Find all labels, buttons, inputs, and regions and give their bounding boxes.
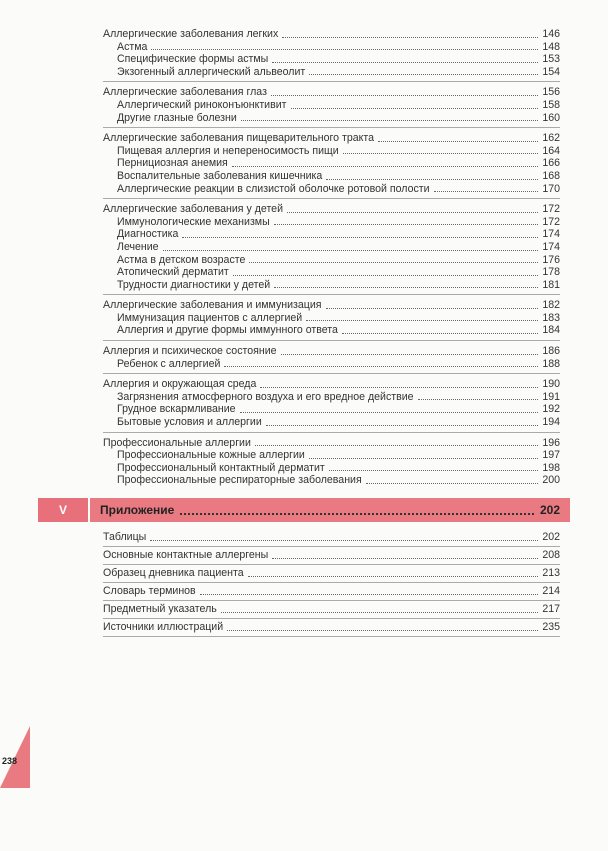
toc-entry-label: Аллергические заболевания глаз	[103, 86, 267, 99]
leader-dots	[182, 236, 538, 238]
toc-entry-label: Пернициозная анемия	[117, 157, 228, 170]
toc-entry-label: Астма	[117, 40, 148, 53]
toc-subentry[interactable]	[103, 474, 560, 487]
leader-dots	[343, 152, 538, 154]
toc-entry-page: 182	[542, 299, 560, 312]
toc-entry-label: Словарь терминов	[103, 585, 196, 597]
toc-entry-page: 202	[542, 531, 560, 543]
leader-dots	[249, 261, 538, 263]
toc-subentry[interactable]	[103, 170, 560, 183]
leader-dots	[180, 512, 534, 515]
toc-entry-label: Диагностика	[117, 228, 179, 241]
toc-subentry[interactable]	[103, 157, 560, 170]
toc-entry-page: 174	[542, 240, 560, 253]
leader-dots	[306, 319, 538, 321]
leader-dots	[224, 365, 538, 367]
toc-entry-label: Профессиональные аллергии	[103, 436, 251, 449]
toc-chapter-entry[interactable]	[103, 345, 560, 358]
leader-dots	[150, 539, 538, 541]
toc-entry-label: Профессиональные кожные аллергии	[117, 449, 305, 462]
appendix-entry[interactable]	[103, 601, 560, 619]
leader-dots	[274, 223, 538, 225]
toc-entry-page: 154	[542, 65, 560, 78]
toc-subentry[interactable]	[103, 254, 560, 267]
leader-dots	[232, 165, 538, 167]
toc-entry-page: 168	[542, 169, 560, 182]
toc-entry-label: Аллергия и окружающая среда	[103, 378, 257, 391]
toc-entry-page: 176	[542, 253, 560, 266]
toc-entry-label: Основные контактные аллергены	[103, 549, 269, 561]
toc-entry-page: 186	[542, 345, 560, 358]
toc-entry-page: 181	[542, 278, 560, 291]
toc-entry-label: Аллергический риноконъюнктивит	[117, 98, 287, 111]
toc-entry-page: 166	[542, 157, 560, 170]
leader-dots	[260, 386, 538, 388]
toc-entry-page: 172	[542, 203, 560, 216]
toc-entry-label: Аллергические заболевания и иммунизация	[103, 299, 322, 312]
toc-entry-page: 198	[542, 461, 560, 474]
toc-subentry[interactable]	[103, 312, 560, 325]
toc-entry-page: 196	[542, 436, 560, 449]
leader-dots	[151, 48, 538, 50]
toc-entry-page: 162	[542, 132, 560, 145]
leader-dots	[418, 398, 538, 400]
leader-dots	[200, 593, 538, 595]
toc-subentry[interactable]	[103, 416, 560, 429]
toc-entry-page: 217	[542, 603, 560, 615]
toc-entry-page: 164	[542, 144, 560, 157]
leader-dots	[342, 332, 538, 334]
toc-entry-label: Атопический дерматит	[117, 266, 229, 279]
leader-dots	[434, 190, 538, 192]
leader-dots	[248, 575, 538, 577]
toc-entry-page: 156	[542, 86, 560, 99]
section-title-row	[90, 498, 570, 522]
toc-entry-label: Аллергические реакции в слизистой оболочке ротовой полости	[117, 182, 430, 195]
toc-entry-label: Аллергия и психическое состояние	[103, 345, 277, 358]
toc-entry-page: 153	[542, 53, 560, 66]
appendix-entry[interactable]	[103, 565, 560, 583]
toc-entry-label: Предметный указатель	[103, 603, 217, 615]
toc-entry-label: Иммунологические механизмы	[117, 215, 270, 228]
toc-entry-label: Пищевая аллергия и непереносимость пищи	[117, 144, 339, 157]
toc-chapter-entry[interactable]	[103, 437, 560, 450]
toc-subentry[interactable]	[103, 183, 560, 196]
toc-subentry[interactable]	[103, 279, 560, 292]
leader-dots	[378, 140, 538, 142]
toc-group	[103, 437, 560, 490]
toc-chapter-entry[interactable]	[103, 299, 560, 312]
appendix-entry[interactable]	[103, 583, 560, 601]
toc-chapter-entry[interactable]	[103, 378, 560, 391]
toc-entry-label: Иммунизация пациентов с аллергией	[117, 311, 303, 324]
toc-subentry[interactable]	[103, 145, 560, 158]
toc-subentry[interactable]	[103, 66, 560, 79]
toc-subentry[interactable]	[103, 462, 560, 475]
appendix-entry[interactable]	[103, 619, 560, 637]
appendix-entry[interactable]	[103, 547, 560, 565]
toc-entry-page: 158	[542, 98, 560, 111]
leader-dots	[255, 444, 538, 446]
leader-dots	[271, 94, 538, 96]
toc-entry-page: 146	[542, 28, 560, 40]
toc-chapter-entry[interactable]	[103, 132, 560, 145]
section-number: V	[38, 498, 88, 522]
toc-entry-label: Таблицы	[103, 531, 147, 543]
toc-subentry[interactable]	[103, 358, 560, 371]
toc-entry-page: 188	[542, 357, 560, 370]
section-page: 202	[539, 503, 560, 517]
toc-group	[103, 86, 560, 128]
toc-entry-page: 200	[542, 474, 560, 487]
toc-entry-page: 208	[542, 549, 560, 561]
toc-subentry[interactable]	[103, 216, 560, 229]
leader-dots	[272, 61, 538, 63]
toc-entry-label: Аллергические заболевания пищеварительного тракта	[103, 132, 375, 145]
leader-dots	[309, 73, 538, 75]
toc-entry-label: Лечение	[117, 240, 159, 253]
page-number: 238	[2, 756, 18, 766]
table-of-contents	[103, 28, 560, 491]
toc-chapter-entry[interactable]	[103, 203, 560, 216]
toc-entry-label: Бытовые условия и аллергии	[117, 416, 262, 429]
toc-subentry[interactable]	[103, 449, 560, 462]
leader-dots	[241, 119, 538, 121]
leader-dots	[282, 36, 538, 38]
leader-dots	[274, 286, 538, 288]
leader-dots	[291, 107, 538, 109]
toc-entry-page: 172	[542, 215, 560, 228]
toc-entry-label: Экзогенный аллергический альвеолит	[117, 65, 306, 78]
toc-entry-label: Специфические формы астмы	[117, 53, 269, 66]
toc-subentry[interactable]	[103, 41, 560, 54]
leader-dots	[233, 274, 538, 276]
toc-entry-label: Загрязнения атмосферного воздуха и его вредное действие	[117, 390, 414, 403]
toc-subentry[interactable]	[103, 391, 560, 404]
toc-entry-page: 192	[542, 403, 560, 416]
toc-chapter-entry[interactable]	[103, 86, 560, 99]
leader-dots	[227, 629, 538, 631]
toc-group	[103, 203, 560, 295]
toc-entry-page: 194	[542, 416, 560, 429]
leader-dots	[240, 411, 538, 413]
toc-subentry[interactable]	[103, 241, 560, 254]
toc-entry-label: Профессиональные респираторные заболевания	[117, 474, 362, 487]
leader-dots	[272, 557, 538, 559]
toc-entry-page: 214	[542, 585, 560, 597]
toc-entry-page: 160	[542, 111, 560, 124]
toc-entry-label: Воспалительные заболевания кишечника	[117, 169, 323, 182]
leader-dots	[309, 457, 538, 459]
toc-entry-page: 191	[542, 390, 560, 403]
toc-group	[103, 28, 560, 82]
toc-entry-page: 170	[542, 182, 560, 195]
toc-entry-page: 213	[542, 567, 560, 579]
leader-dots	[326, 307, 539, 309]
toc-subentry[interactable]	[103, 228, 560, 241]
leader-dots	[163, 249, 538, 251]
section-title: Приложение	[100, 503, 175, 517]
toc-group	[103, 345, 560, 374]
toc-entry-label: Грудное вскармливание	[117, 403, 236, 416]
appendix-list	[103, 529, 560, 637]
toc-entry-page: 190	[542, 378, 560, 391]
leader-dots	[366, 482, 538, 484]
leader-dots	[281, 353, 538, 355]
toc-group	[103, 299, 560, 341]
toc-entry-label: Другие глазные болезни	[117, 111, 237, 124]
toc-entry-label: Аллергические заболевания легких	[103, 28, 279, 40]
toc-entry-page: 197	[542, 449, 560, 462]
leader-dots	[266, 424, 538, 426]
appendix-section-bar[interactable]	[38, 498, 570, 522]
toc-subentry[interactable]	[103, 112, 560, 125]
toc-group	[103, 378, 560, 432]
toc-subentry[interactable]	[103, 324, 560, 337]
toc-entry-label: Аллергические заболевания у детей	[103, 203, 283, 216]
leader-dots	[329, 469, 538, 471]
toc-entry-page: 235	[542, 621, 560, 633]
toc-entry-page: 178	[542, 266, 560, 279]
toc-entry-label: Источники иллюстраций	[103, 621, 224, 633]
toc-subentry[interactable]	[103, 403, 560, 416]
leader-dots	[287, 211, 538, 213]
appendix-entry[interactable]	[103, 529, 560, 547]
toc-entry-label: Ребенок с аллергией	[117, 357, 221, 370]
toc-subentry[interactable]	[103, 53, 560, 66]
leader-dots	[221, 611, 538, 613]
toc-subentry[interactable]	[103, 266, 560, 279]
toc-entry-label: Аллергия и другие формы иммунного ответа	[117, 324, 338, 337]
toc-entry-label: Профессиональный контактный дерматит	[117, 461, 325, 474]
toc-entry-label: Трудности диагностики у детей	[117, 278, 271, 291]
toc-entry-page: 183	[542, 311, 560, 324]
toc-entry-page: 174	[542, 228, 560, 241]
toc-entry-page: 184	[542, 324, 560, 337]
toc-group	[103, 132, 560, 199]
toc-entry-label: Астма в детском возрасте	[117, 253, 246, 266]
leader-dots	[326, 178, 538, 180]
toc-entry-page: 148	[542, 40, 560, 53]
toc-chapter-entry[interactable]	[103, 28, 560, 41]
toc-entry-label: Образец дневника пациента	[103, 567, 244, 579]
toc-subentry[interactable]	[103, 99, 560, 112]
